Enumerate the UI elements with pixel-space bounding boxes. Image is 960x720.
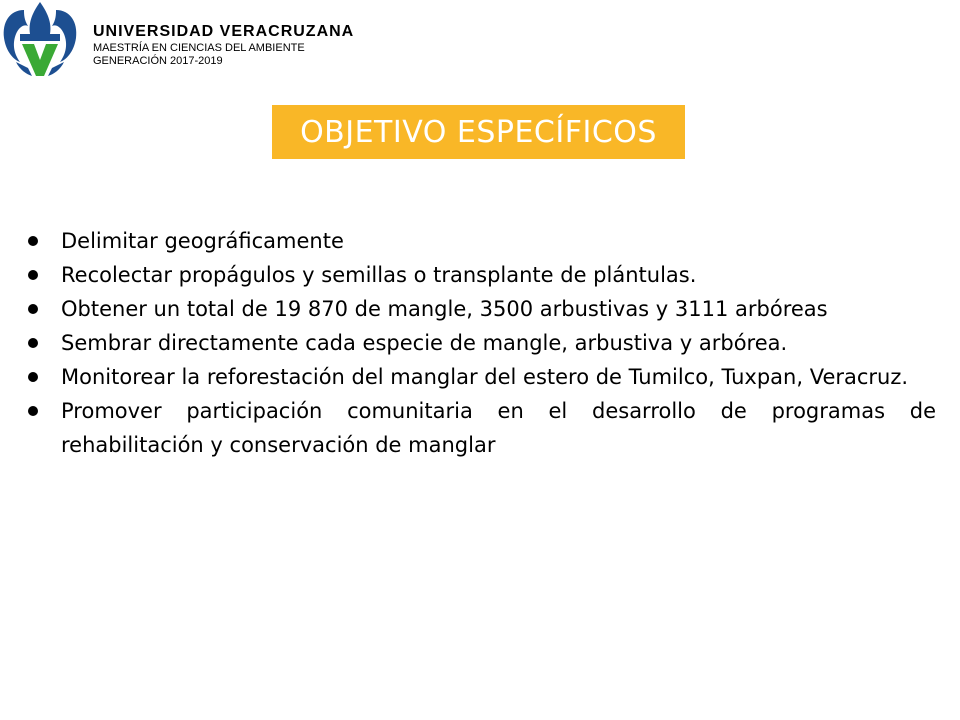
objective-text: Delimitar geográficamente (61, 229, 344, 253)
objectives-list (26, 224, 936, 462)
objective-text: Obtener un total de 19 870 de mangle, 3500 arbustivas y 3111 arbóreas (61, 297, 828, 321)
slide-title: OBJETIVO ESPECÍFICOS (300, 114, 657, 150)
bullet-icon (28, 236, 38, 246)
list-item (26, 224, 936, 258)
university-logo-icon (0, 0, 80, 82)
university-name: UNIVERSIDAD VERACRUZANA (93, 23, 355, 40)
objective-text: Sembrar directamente cada especie de mangle, arbustiva y arbórea. (61, 331, 788, 355)
slide-title-box (272, 105, 685, 159)
bullet-icon (28, 406, 38, 416)
objective-text: Recolectar propágulos y semillas o transplante de plántulas. (61, 263, 697, 287)
objective-text: Monitorear la reforestación del manglar del estero de Tumilco, Tuxpan, Veracruz. (61, 365, 909, 389)
program-name: MAESTRÍA EN CIENCIAS DEL AMBIENTE (93, 42, 305, 54)
header (93, 22, 513, 68)
list-item (26, 292, 936, 326)
bullet-icon (28, 304, 38, 314)
bullet-icon (28, 270, 38, 280)
generation-label: GENERACIÓN 2017-2019 (93, 55, 223, 67)
list-item (26, 326, 936, 360)
list-item (26, 360, 936, 394)
bullet-icon (28, 338, 38, 348)
objective-text: Promover participación comunitaria en el desarrollo de programas de rehabilitación y conservación de manglar (61, 399, 936, 457)
list-item (26, 394, 936, 462)
list-item (26, 258, 936, 292)
bullet-icon (28, 372, 38, 382)
